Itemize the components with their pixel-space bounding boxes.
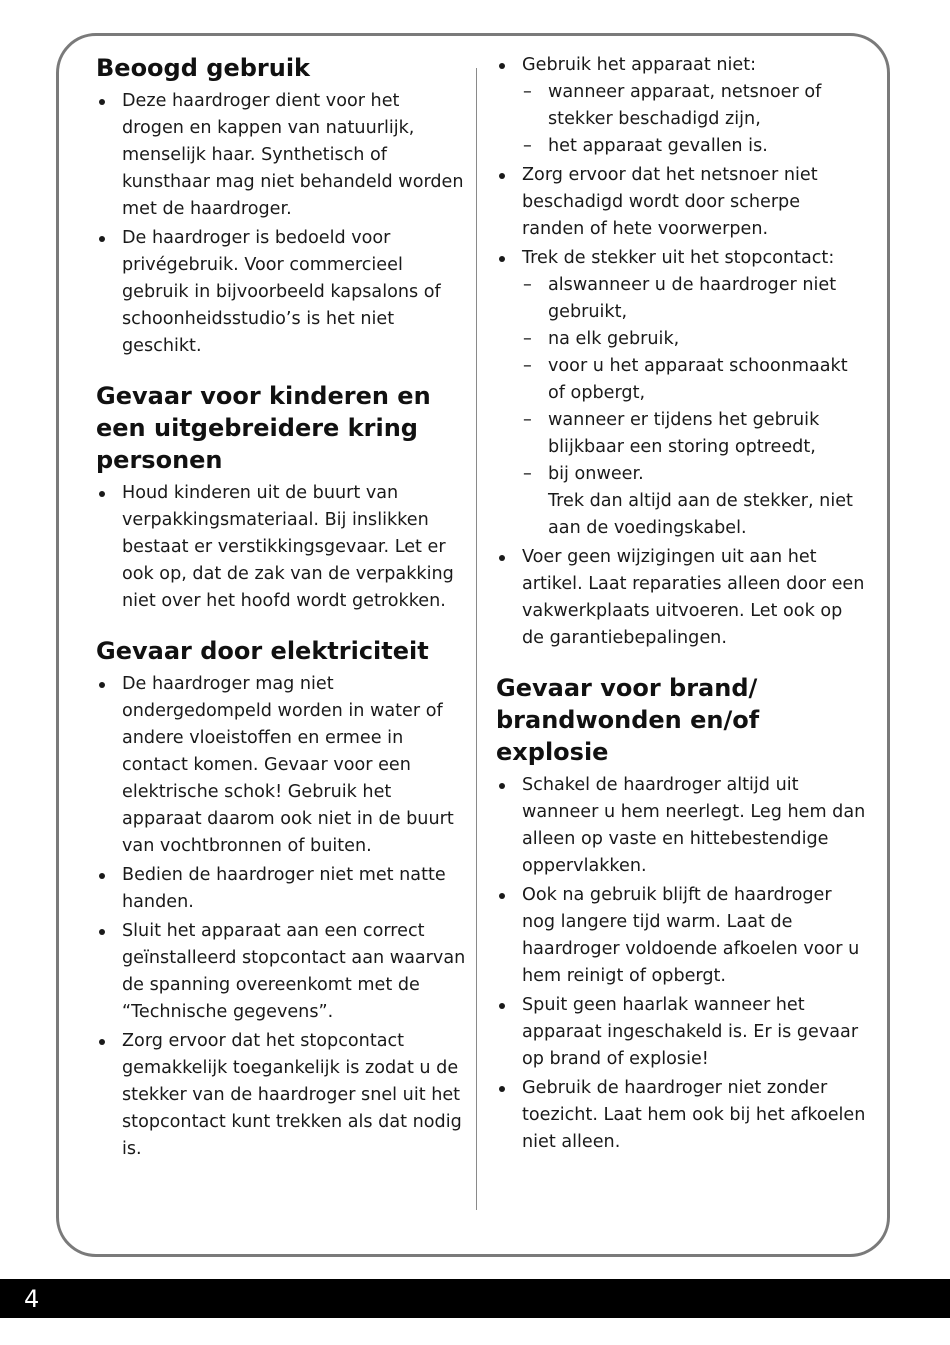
- left-column: [96, 52, 466, 1165]
- right-column: [496, 52, 866, 1158]
- section-fire-danger: [496, 672, 866, 1156]
- dash-item: – wanneer er tijdens het gebruik blijkbaar een storing optreedt,: [522, 407, 866, 461]
- section-title: Gevaar voor kinderen en een uitgebreidere kring personen: [96, 382, 431, 474]
- dash-item: – na elk gebruik,: [522, 326, 866, 353]
- bullet-item: De haardroger mag niet ondergedompeld worden in water of andere vloeistoffen en ermee in contact komen. Gevaar voor een elektrische schok! Gebruik het apparaat daarom ook niet in de buurt van vochtbronnen of buiten.: [96, 671, 466, 860]
- dash-item: – het apparaat gevallen is.: [522, 133, 866, 160]
- footer-bar: [0, 1279, 950, 1318]
- section-title: Beoogd gebruik: [96, 54, 311, 82]
- dash-item: [522, 461, 866, 542]
- page-number: 4: [24, 1285, 40, 1313]
- section-children-danger: [96, 380, 466, 615]
- bullet-text: Gebruik het apparaat niet:: [522, 55, 757, 75]
- bullet-item: Gebruik de haardroger niet zonder toezicht. Laat hem ook bij het afkoelen niet alleen.: [496, 1075, 866, 1156]
- bullet-item: Houd kinderen uit de buurt van verpakkingsmateriaal. Bij inslikken bestaat er verstikkingsgevaar. Let er ook op, dat de zak van de verpakking niet over het hoofd wordt getrokken.: [96, 480, 466, 615]
- bullet-item: De haardroger is bedoeld voor privégebruik. Voor commercieel gebruik in bijvoorbeeld kapsalons of schoonheidsstudio’s is het niet geschikt.: [96, 225, 466, 360]
- bullet-item: Deze haardroger dient voor het drogen en kappen van natuurlijk, menselijk haar. Synthetisch of kunsthaar mag niet behandeld worden met de haardroger.: [96, 88, 466, 223]
- dash-text: bij onweer.: [548, 464, 644, 484]
- bullet-text: Trek de stekker uit het stopcontact:: [522, 248, 835, 268]
- section-intended-use: [96, 52, 466, 360]
- section-title: Gevaar voor brand/ brandwonden en/of explosie: [496, 674, 760, 766]
- bullet-item: Sluit het apparaat aan een correct geïnstalleerd stopcontact aan waarvan de spanning overeenkomt met de “Technische gegevens”.: [96, 918, 466, 1026]
- bullet-item: Ook na gebruik blijft de haardroger nog langere tijd warm. Laat de haardroger voldoende afkoelen voor u hem reinigt of opbergt.: [496, 882, 866, 990]
- bullet-item: [496, 52, 866, 160]
- section-title: Gevaar door elektriciteit: [96, 637, 429, 665]
- bullet-item: Zorg ervoor dat het netsnoer niet beschadigd wordt door scherpe randen of hete voorwerpen.: [496, 162, 866, 243]
- bullet-item: Spuit geen haarlak wanneer het apparaat ingeschakeld is. Er is gevaar op brand of explosie!: [496, 992, 866, 1073]
- dash-note: Trek dan altijd aan de stekker, niet aan de voedingskabel.: [548, 491, 853, 538]
- bullet-item: Bedien de haardroger niet met natte handen.: [96, 862, 466, 916]
- bullet-item: Schakel de haardroger altijd uit wanneer u hem neerlegt. Leg hem dan alleen op vaste en hittebestendige oppervlakken.: [496, 772, 866, 880]
- bullet-item: [496, 245, 866, 542]
- section-electricity-danger: [96, 635, 466, 1163]
- dash-item: – alswanneer u de haardroger niet gebruikt,: [522, 272, 866, 326]
- column-divider: [476, 68, 477, 1210]
- dash-item: – wanneer apparaat, netsnoer of stekker beschadigd zijn,: [522, 79, 866, 133]
- bullet-item: Voer geen wijzigingen uit aan het artikel. Laat reparaties alleen door een vakwerkplaats uitvoeren. Let ook op de garantiebepalingen.: [496, 544, 866, 652]
- bullet-item: Zorg ervoor dat het stopcontact gemakkelijk toegankelijk is zodat u de stekker van de haardroger snel uit het stopcontact kunt trekken als dat nodig is.: [96, 1028, 466, 1163]
- dash-item: – voor u het apparaat schoonmaakt of opbergt,: [522, 353, 866, 407]
